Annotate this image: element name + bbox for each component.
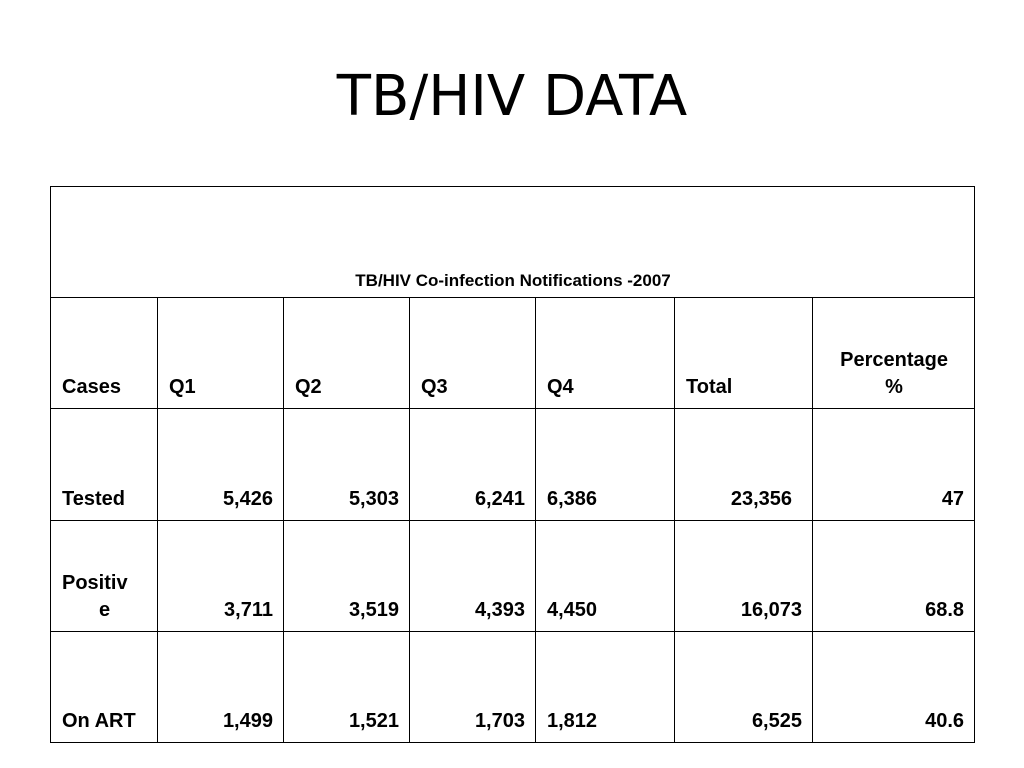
slide-title: TB/HIV DATA — [336, 64, 688, 129]
cell-q1: 5,426 — [158, 409, 284, 520]
header-total: Total — [675, 298, 813, 409]
table-row — [51, 520, 975, 631]
cell-q4: 4,450 — [536, 520, 675, 631]
cell-q4: 6,386 — [536, 409, 675, 520]
coinfection-table — [50, 186, 975, 743]
header-q4: Q4 — [536, 298, 675, 409]
cell-q4: 1,812 — [536, 631, 675, 742]
header-q1: Q1 — [158, 298, 284, 409]
cell-total: 6,525 — [675, 631, 813, 742]
header-percentage-line2: % — [885, 376, 903, 399]
cell-q2: 1,521 — [284, 631, 410, 742]
row-label-positive — [51, 520, 158, 631]
header-q3: Q3 — [410, 298, 536, 409]
header-percentage — [813, 298, 975, 409]
row-label-tested: Tested — [51, 409, 158, 520]
cell-percentage: 40.6 — [813, 631, 975, 742]
cell-q2: 5,303 — [284, 409, 410, 520]
table-row — [51, 409, 975, 520]
header-row — [51, 298, 975, 409]
cell-q3: 6,241 — [410, 409, 536, 520]
row-label-positive-line2: e — [99, 598, 111, 621]
header-cases: Cases — [51, 298, 158, 409]
cell-q1: 3,711 — [158, 520, 284, 631]
row-label-on-art: On ART — [51, 631, 158, 742]
table-row — [51, 631, 975, 742]
caption-row — [51, 187, 975, 298]
cell-total: 16,073 — [675, 520, 813, 631]
cell-percentage: 68.8 — [813, 520, 975, 631]
table-caption: TB/HIV Co-infection Notifications -2007 — [51, 187, 975, 298]
cell-q3: 1,703 — [410, 631, 536, 742]
header-percentage-line1: Percentage — [840, 349, 948, 372]
cell-q1: 1,499 — [158, 631, 284, 742]
cell-total: 23,356 — [675, 409, 813, 520]
cell-percentage: 47 — [813, 409, 975, 520]
header-q2: Q2 — [284, 298, 410, 409]
cell-q3: 4,393 — [410, 520, 536, 631]
row-label-positive-line1: Positiv — [62, 571, 128, 594]
cell-q2: 3,519 — [284, 520, 410, 631]
